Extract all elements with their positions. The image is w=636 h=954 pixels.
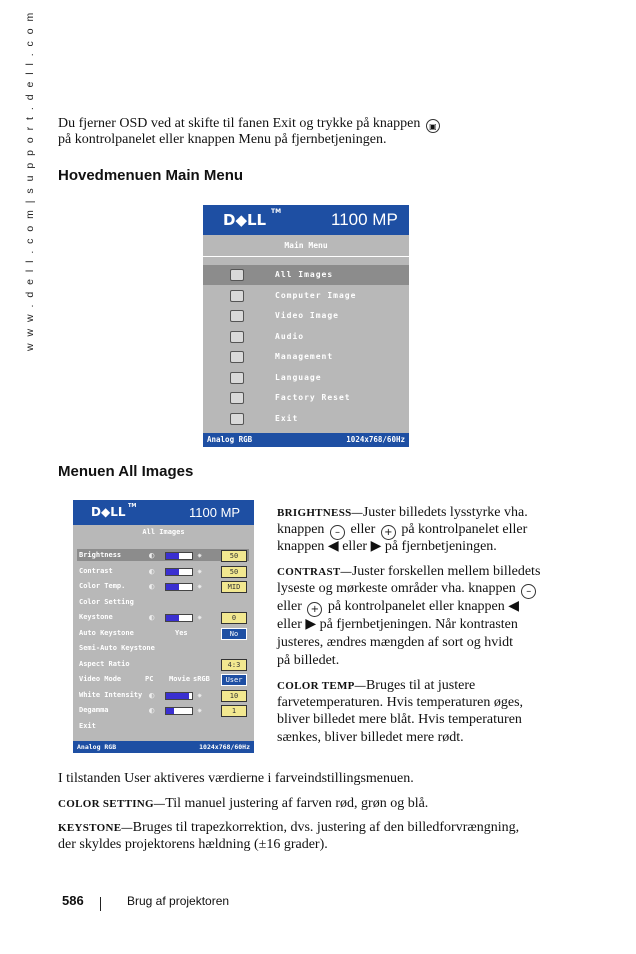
increase-icon: ✷ <box>197 551 203 561</box>
contrast-keyword: CONTRAST— <box>277 566 352 578</box>
option-label[interactable]: Yes <box>175 628 188 637</box>
increase-icon: ✷ <box>197 706 203 716</box>
contrast-text-3a: eller <box>277 599 302 614</box>
row-label: Contrast <box>79 566 113 575</box>
colortemp-line-1 <box>277 677 475 695</box>
dell-logo: D◆LL <box>223 211 267 229</box>
brightness-line-1 <box>277 504 528 522</box>
colortemp-line-4: sænkes, bliver billedet mere rødt. <box>277 730 464 745</box>
all-images-row[interactable] <box>77 596 249 608</box>
increase-icon: ✷ <box>197 613 203 623</box>
row-label: White Intensity <box>79 690 143 699</box>
user-mode-text: I tilstanden User aktiveres værdierne i farveindstillingsmenuen. <box>58 771 414 786</box>
row-value: 50 <box>221 550 247 562</box>
plus-button-icon: + <box>307 602 322 617</box>
brightness-text-2a: knappen <box>277 522 325 537</box>
level-bar-fill <box>166 584 179 590</box>
decrease-icon: ◐ <box>149 566 155 577</box>
increase-icon: ✷ <box>197 690 203 701</box>
main-menu-item[interactable] <box>203 409 409 429</box>
row-value: User <box>221 674 247 686</box>
row-value: MID <box>221 581 247 593</box>
contrast-line-1 <box>277 563 540 581</box>
menu-item-icon <box>230 290 244 302</box>
level-bar[interactable] <box>165 707 193 715</box>
heading-all-images: Menuen All Images <box>58 463 194 480</box>
menu-item-icon <box>230 269 244 281</box>
menu-button-icon: ▣ <box>426 119 440 133</box>
main-menu-item-label: All Images <box>275 270 334 279</box>
main-menu-item-label: Management <box>275 352 334 361</box>
brightness-text-1: Juster billedets lysstyrke vha. <box>362 505 528 520</box>
main-menu-item-label: Factory Reset <box>275 393 351 402</box>
contrast-line-2 <box>277 580 538 599</box>
contrast-text-3b: på kontrolpanelet eller knappen ◀ <box>327 599 520 614</box>
colortemp-text-1: Bruges til at justere <box>365 678 476 693</box>
sidebar-url-text: w w w . d e l l . c o m | s u p p o r t . d e l l . c o m <box>24 10 36 351</box>
row-label: Degamma <box>79 706 109 714</box>
row-value: 10 <box>221 690 247 702</box>
row-label: Color Setting <box>79 597 134 606</box>
row-label: Exit <box>79 721 96 730</box>
osd-title: Main Menu <box>284 241 328 250</box>
brightness-keyword: BRIGHTNESS— <box>277 507 363 519</box>
keystone-line-1 <box>58 819 519 837</box>
row-value: 1 <box>221 705 247 717</box>
resolution-label: 1024x768/60Hz <box>199 743 250 751</box>
menu-item-icon <box>230 413 244 425</box>
decrease-icon: ◐ <box>149 551 155 561</box>
level-bar-fill <box>166 569 179 575</box>
contrast-text-1: Juster forskellen mellem billedets <box>351 564 541 579</box>
main-menu-item[interactable] <box>203 286 409 306</box>
row-label: Aspect Ratio <box>79 659 130 668</box>
osd-status-bar <box>73 741 254 753</box>
decrease-icon: ◐ <box>149 613 155 623</box>
brightness-text-2c: på kontrolpanelet eller <box>401 522 528 537</box>
level-bar[interactable] <box>165 583 193 591</box>
decrease-icon: ◐ <box>149 582 155 592</box>
colorsetting-keyword: COLOR SETTING— <box>58 798 166 810</box>
all-images-row[interactable] <box>77 720 249 732</box>
increase-icon: ✷ <box>197 566 203 577</box>
level-bar-fill <box>166 615 179 621</box>
row-label: Semi-Auto Keystone <box>79 644 155 652</box>
minus-button-icon: – <box>330 525 345 540</box>
level-bar[interactable] <box>165 692 193 700</box>
decrease-icon: ◐ <box>149 690 155 701</box>
colorsetting-text: Til manuel justering af farven rød, grøn og blå. <box>165 796 429 811</box>
intro-line-2: på kontrolpanelet eller knappen Menu på fjernbetjeningen. <box>58 132 387 147</box>
contrast-line-5: justeres, ændres mængden af sort og hvidt <box>277 635 514 650</box>
video-mode-option[interactable]: sRGB <box>193 675 210 683</box>
main-menu-item-label: Computer Image <box>275 290 357 300</box>
increase-icon: ✷ <box>197 582 203 592</box>
video-mode-option[interactable]: Movie <box>169 675 191 683</box>
osd-header <box>203 205 409 235</box>
resolution-label: 1024x768/60Hz <box>346 435 405 444</box>
main-menu-item[interactable] <box>203 388 409 408</box>
level-bar-fill <box>166 693 189 699</box>
row-label: Video Mode <box>79 675 122 683</box>
row-label: Brightness <box>79 551 122 559</box>
keystone-line-2: der skyldes projektorens hældning (±16 grader). <box>58 837 328 852</box>
plus-button-icon: + <box>381 525 396 540</box>
level-bar-fill <box>166 708 174 714</box>
main-menu-item[interactable] <box>203 265 409 285</box>
keystone-keyword: KEYSTONE— <box>58 822 133 834</box>
contrast-text-2: lyseste og mørkeste områder vha. knappen <box>277 581 516 596</box>
menu-item-icon <box>230 372 244 384</box>
source-label: Analog RGB <box>77 743 117 751</box>
main-menu-item[interactable] <box>203 368 409 388</box>
level-bar[interactable] <box>165 568 193 576</box>
main-menu-item-label: Video Image <box>275 311 339 320</box>
osd-divider <box>203 256 409 257</box>
colortemp-keyword: COLOR TEMP— <box>277 680 366 692</box>
row-label: Keystone <box>79 613 113 621</box>
main-menu-item-label: Audio <box>275 331 305 341</box>
dell-tm: TM <box>271 208 282 215</box>
colortemp-line-2: farvetemperaturen. Hvis temperaturen øges, <box>277 695 524 710</box>
footer-section: Brug af projektoren <box>127 894 230 908</box>
all-images-osd <box>73 500 254 753</box>
row-label: Color Temp. <box>79 582 126 590</box>
level-bar[interactable] <box>165 614 193 622</box>
minus-button-icon: – <box>521 584 536 599</box>
page-number: 586 <box>62 893 84 908</box>
model-name: 1100 MP <box>189 505 241 520</box>
level-bar[interactable] <box>165 552 193 560</box>
main-menu-item-label: Language <box>275 372 322 382</box>
video-mode-option[interactable]: PC <box>145 675 154 683</box>
contrast-line-3 <box>277 598 519 617</box>
menu-item-icon <box>230 351 244 363</box>
all-images-row[interactable] <box>77 642 249 654</box>
menu-item-icon <box>230 310 244 322</box>
row-value: 4:3 <box>221 659 247 671</box>
dell-logo: D◆LL <box>91 505 126 519</box>
main-menu-item-label: Exit <box>275 413 299 423</box>
decrease-icon: ◐ <box>149 706 155 716</box>
source-label: Analog RGB <box>207 435 253 444</box>
main-menu-item[interactable] <box>203 327 409 347</box>
sidebar-url <box>20 10 40 355</box>
row-value: 50 <box>221 566 247 578</box>
row-value: No <box>221 628 247 640</box>
colortemp-line-3: bliver billedet mere blåt. Hvis temperaturen <box>277 712 522 727</box>
footer-divider <box>100 897 101 911</box>
main-menu-item[interactable] <box>203 347 409 367</box>
keystone-text-1: Bruges til trapezkorrektion, dvs. justering af den billedforvrængning, <box>132 820 520 835</box>
contrast-line-4: eller ▶ på fjernbetjeningen. Når kontrasten <box>277 617 518 632</box>
brightness-line-3: knappen ◀ eller ▶ på fjernbetjeningen. <box>277 539 497 554</box>
dell-tm: TM <box>128 503 137 509</box>
heading-main-menu: Hovedmenuen Main Menu <box>58 167 244 184</box>
intro-text-1: Du fjerner OSD ved at skifte til fanen Exit og trykke på knappen <box>58 116 421 131</box>
osd-status-bar <box>203 433 409 447</box>
menu-item-icon <box>230 331 244 343</box>
main-menu-item[interactable] <box>203 306 409 326</box>
contrast-line-6: på billedet. <box>277 653 340 668</box>
osd-header <box>73 500 254 525</box>
main-menu-osd <box>203 205 409 447</box>
row-label: Auto Keystone <box>79 628 134 637</box>
colorsetting-line <box>58 795 428 813</box>
osd-title: All Images <box>142 528 185 536</box>
menu-item-icon <box>230 392 244 404</box>
model-name: 1100 MP <box>331 210 398 229</box>
brightness-text-2b: eller <box>350 522 376 537</box>
level-bar-fill <box>166 553 179 559</box>
row-value: 0 <box>221 612 247 624</box>
